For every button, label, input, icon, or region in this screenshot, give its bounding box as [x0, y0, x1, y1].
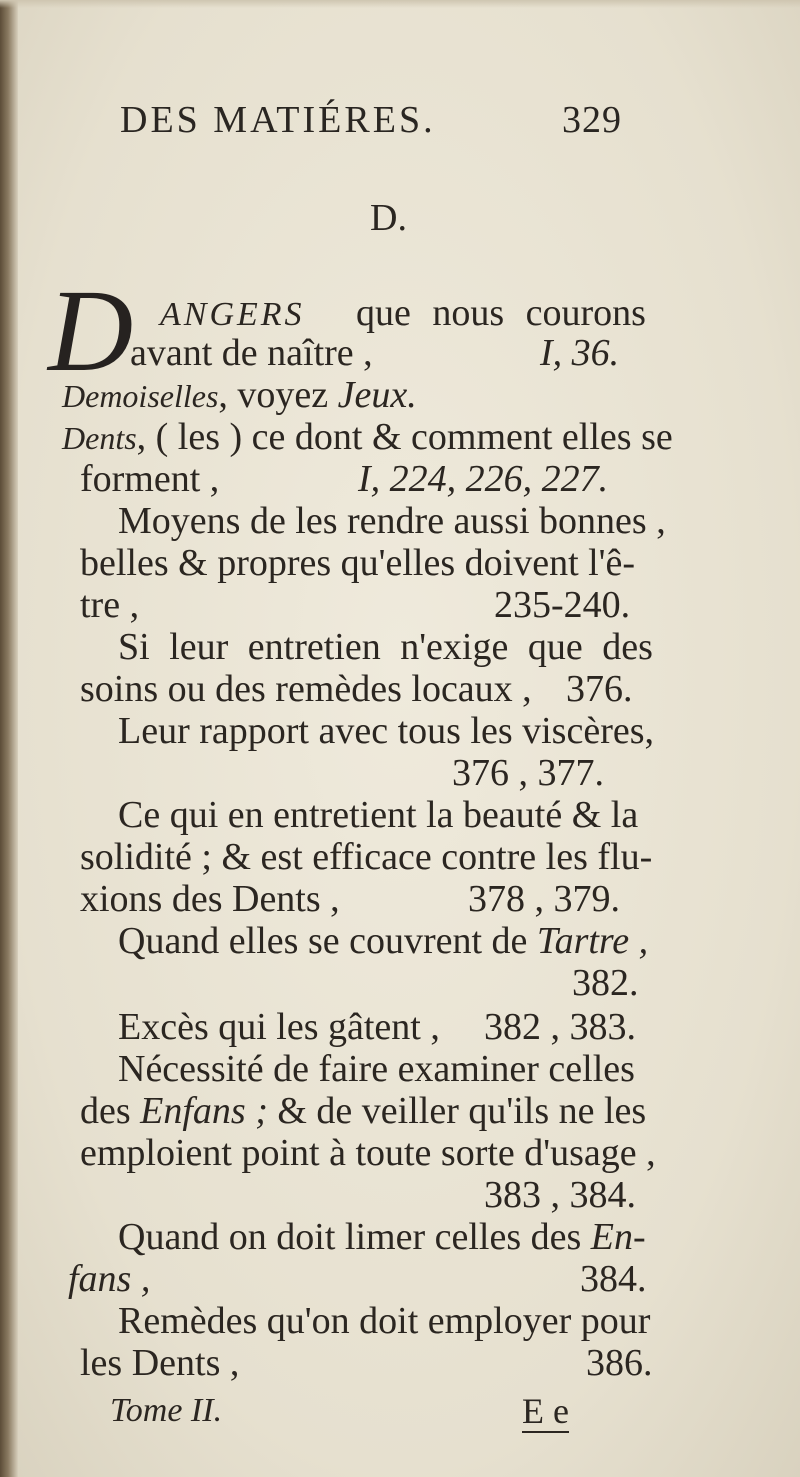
entry-moyens-line1: Moyens de les rendre aussi bonnes ,	[118, 500, 666, 542]
entry-beaute-line2: solidité ; & est efficace contre les flu-	[80, 836, 653, 878]
volume-label: Tome II.	[110, 1392, 223, 1429]
entry-moyens-ref: 235-240.	[494, 584, 631, 626]
entry-limer-ref: 384.	[580, 1258, 647, 1300]
page-number: 329	[562, 99, 622, 141]
page-binding-shadow	[0, 0, 18, 1477]
entry-remedes-ref: 386.	[586, 1342, 653, 1384]
entry-dangers-line1-rest: que nous courons	[356, 292, 646, 334]
entry-moyens-line3: tre ,	[80, 584, 140, 626]
entry-entretien-line1: Si leur entretien n'exige que des	[118, 626, 653, 668]
signature-mark: E e	[522, 1391, 569, 1431]
entry-necessite-line3: emploient point à toute sorte d'usage ,	[80, 1132, 656, 1174]
drop-cap: D	[48, 265, 134, 396]
entry-necessite-line2: des Enfans ; & de veiller qu'ils ne les	[80, 1090, 647, 1132]
entry-remedes-line1: Remèdes qu'on doit employer pour	[118, 1300, 651, 1342]
entry-dents-line2: forment ,	[80, 458, 220, 500]
running-head-title: DES MATIÉRES.	[120, 99, 436, 141]
entry-necessite-ref: 383 , 384.	[484, 1174, 636, 1216]
entry-entretien-ref: 376.	[566, 668, 633, 710]
entry-beaute-ref: 378 , 379.	[468, 878, 620, 920]
entry-tartre-line1: Quand elles se couvrent de Tartre ,	[118, 920, 649, 962]
entry-beaute-line1: Ce qui en entretient la beauté & la	[118, 794, 639, 836]
entry-rapport-line1: Leur rapport avec tous les viscères,	[118, 710, 655, 752]
entry-dangers-line2: avant de naître ,	[130, 332, 373, 374]
running-head	[120, 98, 680, 158]
entry-moyens-line2: belles & propres qu'elles doivent l'ê-	[80, 542, 636, 584]
section-letter: D.	[370, 197, 407, 239]
entry-necessite-line1: Nécessité de faire examiner celles	[118, 1048, 635, 1090]
page-top-edge	[0, 0, 800, 8]
entry-dents-ref: I, 224, 226, 227.	[358, 458, 609, 500]
entry-dangers-line1: ANGERS	[160, 296, 305, 333]
entry-dents-line1: Dents, ( les ) ce dont & comment elles se	[62, 416, 673, 458]
entry-limer-line2: fans ,	[68, 1258, 151, 1300]
entry-dangers-ref: I, 36.	[540, 332, 620, 374]
entry-rapport-ref: 376 , 377.	[452, 752, 604, 794]
entry-tartre-ref: 382.	[572, 962, 639, 1004]
entry-limer-line1: Quand on doit limer celles des En-	[118, 1216, 646, 1258]
entry-demoiselles: Demoiselles, voyez Jeux.	[62, 374, 417, 416]
entry-beaute-line3: xions des Dents ,	[80, 878, 340, 920]
entry-remedes-line2: les Dents ,	[80, 1342, 240, 1384]
entry-exces-line1: Excès qui les gâtent ,	[118, 1006, 440, 1048]
entry-entretien-line2: soins ou des remèdes locaux ,	[80, 668, 532, 710]
entry-exces-ref: 382 , 383.	[484, 1006, 636, 1048]
